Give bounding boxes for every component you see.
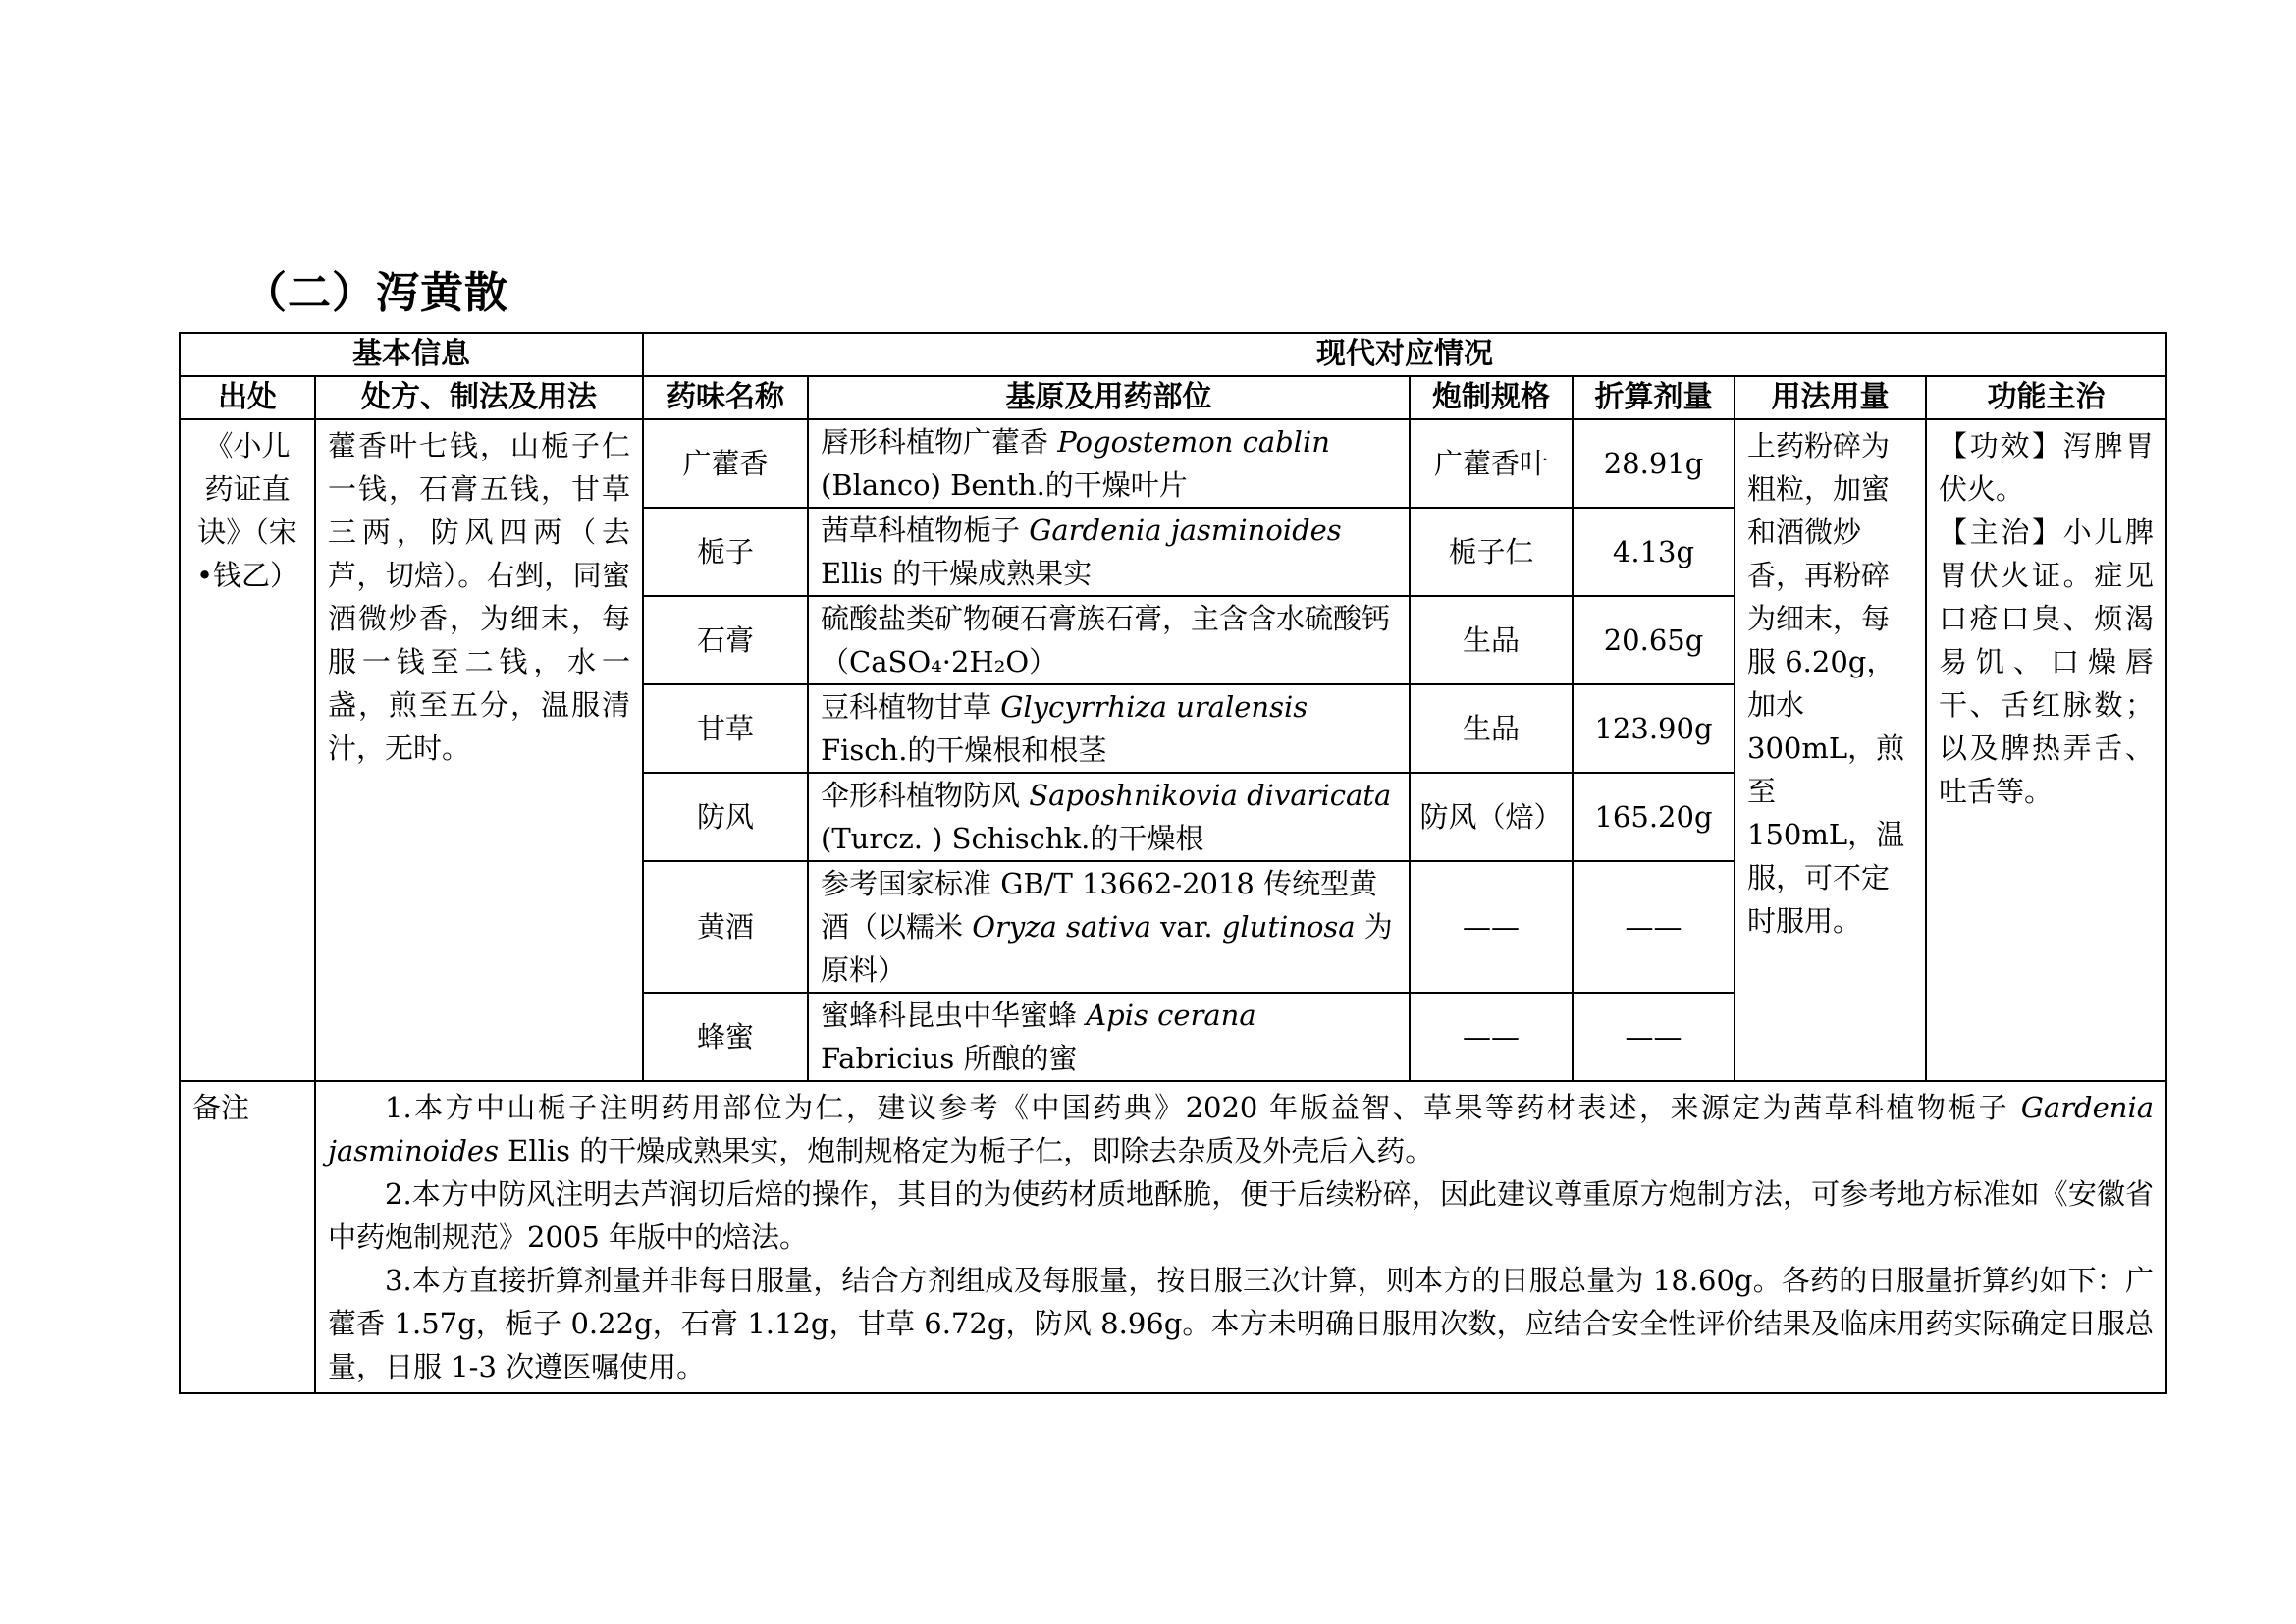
drug-name: 广藿香 [643,419,808,508]
drug-name: 黄酒 [643,861,808,993]
drug-processing: 栀子仁 [1410,508,1573,596]
drug-dose: 123.90g [1573,684,1735,773]
header-origin-part: 基原及用药部位 [808,376,1410,419]
drug-name: 蜂蜜 [643,993,808,1081]
drug-name: 石膏 [643,596,808,684]
function-cell: 【功效】泻脾胃伏火。 【主治】小儿脾胃伏火证。症见口疮口臭、烦渴易饥、口燥唇干、舌红脉数；以及脾热弄舌、吐舌等。 [1926,419,2166,1081]
drug-origin: 伞形科植物防风 Saposhnikovia divaricata (Turcz. ) Schischk.的干燥根 [808,773,1410,861]
header-function: 功能主治 [1926,376,2166,419]
drug-origin: 参考国家标准 GB/T 13662-2018 传统型黄酒（以糯米 Oryza sativa var. glutinosa 为原料） [808,861,1410,993]
formula-table [179,332,2167,1394]
drug-name: 栀子 [643,508,808,596]
header-dose: 折算剂量 [1573,376,1735,419]
drug-name: 甘草 [643,684,808,773]
header-prescription: 处方、制法及用法 [315,376,643,419]
drug-dose: —— [1573,993,1735,1081]
usage-cell: 上药粉碎为粗粒，加蜜和酒微炒香，再粉碎为细末，每服 6.20g，加水 300mL，煎至 150mL，温服，可不定时服用。 [1735,419,1926,1081]
drug-processing: —— [1410,993,1573,1081]
drug-origin: 唇形科植物广藿香 Pogostemon cablin (Blanco) Benth.的干燥叶片 [808,419,1410,508]
drug-origin: 蜜蜂科昆虫中华蜜蜂 Apis cerana Fabricius 所酿的蜜 [808,993,1410,1081]
notes-label: 备注 [180,1081,315,1393]
drug-dose: 4.13g [1573,508,1735,596]
drug-processing: —— [1410,861,1573,993]
drug-processing: 生品 [1410,596,1573,684]
header-basic-info: 基本信息 [180,333,643,376]
page-title: （二）泻黄散 [243,268,508,318]
header-drug-name: 药味名称 [643,376,808,419]
drug-dose: 28.91g [1573,419,1735,508]
drug-origin: 硫酸盐类矿物硬石膏族石膏，主含含水硫酸钙（CaSO₄·2H₂O） [808,596,1410,684]
header-processing: 炮制规格 [1410,376,1573,419]
header-modern: 现代对应情况 [643,333,2166,376]
drug-dose: 20.65g [1573,596,1735,684]
drug-origin: 豆科植物甘草 Glycyrrhiza uralensis Fisch.的干燥根和根茎 [808,684,1410,773]
note-3: 3.本方直接折算剂量并非每日服量，结合方剂组成及每服量，按日服三次计算，则本方的日服总量为 18.60g。各药的日服量折算约如下：广藿香 1.57g，栀子 0.22g，石膏 1.12g，甘草 6.72g，防风 8.96g。本方未明确日服用次数，应结合安全性评价结果及临床用药实际确定日服总量，日服 1-3 次遵医嘱使用。 [328,1264,2155,1383]
drug-dose: —— [1573,861,1735,993]
drug-origin: 茜草科植物栀子 Gardenia jasminoides Ellis 的干燥成熟果实 [808,508,1410,596]
drug-processing: 生品 [1410,684,1573,773]
note-1: 1.本方中山栀子注明药用部位为仁，建议参考《中国药典》2020 年版益智、草果等药材表述，来源定为茜草科植物栀子 Gardenia jasminoides Ellis 的干燥成熟果实，炮制规格定为栀子仁，即除去杂质及外壳后入药。 [328,1091,2155,1167]
drug-processing: 防风（焙） [1410,773,1573,861]
drug-name: 防风 [643,773,808,861]
header-usage: 用法用量 [1735,376,1926,419]
drug-dose: 165.20g [1573,773,1735,861]
prescription-cell: 藿香叶七钱，山栀子仁一钱，石膏五钱，甘草三两，防风四两（去芦，切焙）。右剉，同蜜酒微炒香，为细末，每服一钱至二钱，水一盏，煎至五分，温服清汁，无时。 [315,419,643,1081]
source-cell: 《小儿药证直诀》（宋•钱乙） [180,419,315,1081]
header-source: 出处 [180,376,315,419]
notes-cell [315,1081,2166,1393]
drug-processing: 广藿香叶 [1410,419,1573,508]
note-2: 2.本方中防风注明去芦润切后焙的操作，其目的为使药材质地酥脆，便于后续粉碎，因此建议尊重原方炮制方法，可参考地方标准如《安徽省中药炮制规范》2005 年版中的焙法。 [328,1177,2155,1254]
